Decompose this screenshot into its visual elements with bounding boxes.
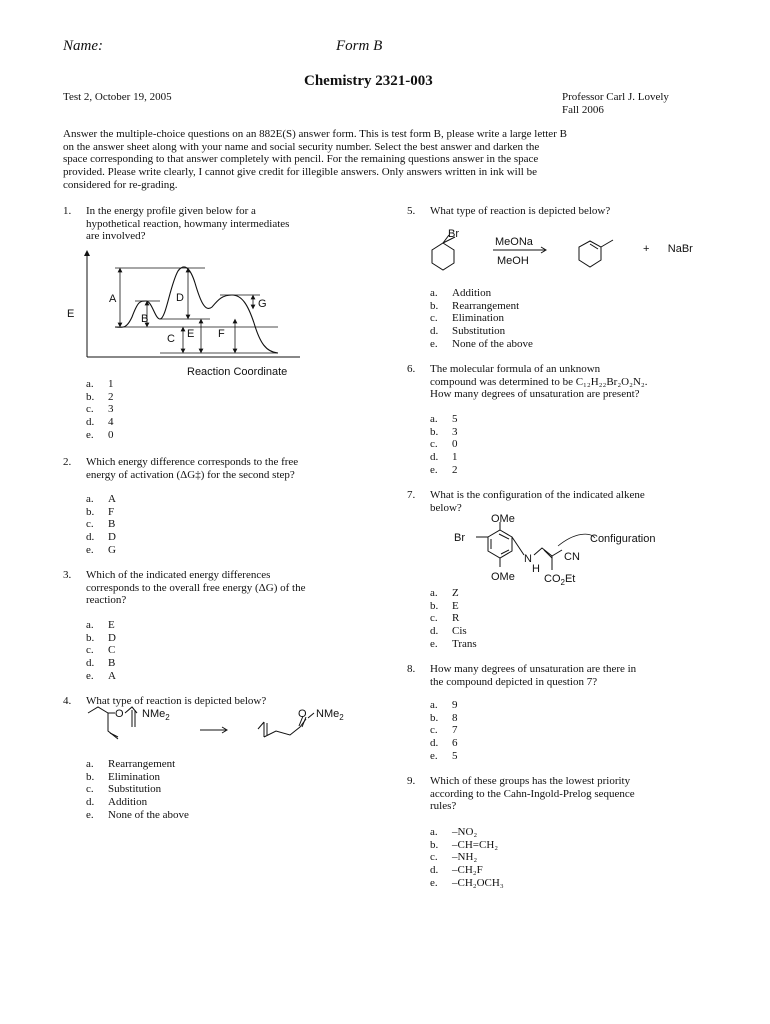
question-line: reaction? [86,594,127,607]
question-2-options [86,493,116,557]
question-line: below? [430,501,462,514]
reagent-meona: MeONa [495,236,533,248]
question-line: rules? [430,800,457,813]
nitrogen-label: N [524,553,532,565]
instruction-line: Answer the multiple-choice questions on an 882E(S) answer form. This is test form B, please write a large letter B [63,128,567,140]
option[interactable]: b. F [86,505,115,518]
nitrile-label: CN [564,551,580,563]
option[interactable]: a. –NO₂ [430,826,478,838]
form-label: Form B [336,38,383,54]
energy-profile-diagram [60,245,320,385]
question-4-options [86,758,189,822]
nme2-label: NMe$_2$ [316,708,344,722]
elimination-scheme [415,225,715,280]
axis-label-energy: E [67,308,75,320]
option[interactable]: c. C [86,644,116,657]
question-line: What is the configuration of the indicated alkene [430,489,645,501]
option[interactable]: d. B [86,657,116,670]
alkene-structure [440,510,680,590]
professor-name: Professor Carl J. Lovely [562,91,669,103]
option[interactable]: c. –NH₂ [430,851,478,864]
option[interactable]: c. Elimination [430,312,504,325]
option[interactable]: b. 3 [430,425,458,438]
question-1-options [86,378,114,442]
instructions [63,128,567,192]
option[interactable]: e. 5 [430,749,458,762]
course-title: Chemistry 2321-003 [304,73,433,89]
label-a: A [109,293,117,305]
label-d: D [176,292,184,304]
option[interactable]: c. 7 [430,724,458,737]
option[interactable]: e. A [86,669,116,682]
option[interactable]: d. Cis [430,625,467,638]
question-9-options [430,826,504,890]
question-3-options [86,619,116,683]
option[interactable]: a. E [86,619,115,631]
instruction-line: space corresponding to that answer completely with pencil. For the remaining questions answer in the space [63,153,539,166]
question-line: the compound depicted in question 7? [430,675,598,688]
option[interactable]: b. D [86,631,116,644]
option[interactable]: c. 3 [86,403,114,416]
question-number: 9. [407,775,416,787]
name-label: Name: [63,38,103,54]
option[interactable]: c. Substitution [86,783,162,796]
option[interactable]: a. 5 [430,413,458,425]
solvent-meoh: MeOH [497,255,529,267]
option[interactable]: c. 0 [430,438,458,451]
energy-curve [115,267,278,353]
question-line: What type of reaction is depicted below? [430,205,611,217]
question-number: 8. [407,663,416,675]
option[interactable]: a. A [86,493,116,505]
test-info: Test 2, October 19, 2005 [63,91,172,103]
nme2-label: NMe$_2$ [142,708,170,722]
instruction-line: provided. Please write clearly, I cannot give credit for illegible answers. Only answers written in ink will be [63,166,537,179]
hydrogen-label: H [532,563,540,575]
option[interactable]: d. Substitution [430,325,506,338]
option[interactable]: c. B [86,518,116,531]
question-line: energy of activation (ΔG‡) for the second step? [86,468,295,481]
option[interactable]: a. 1 [86,378,114,390]
oxygen-label: O [298,708,307,720]
methoxy-bottom-label: OMe [491,571,515,583]
option[interactable]: e. None of the above [430,337,533,350]
option[interactable]: b. Elimination [86,770,160,783]
option[interactable]: b. 8 [430,711,458,724]
option[interactable]: a. Rearrangement [86,758,176,770]
option[interactable]: b. 2 [86,390,114,403]
question-line: What type of reaction is depicted below? [86,695,267,707]
question-line: Which of these groups has the lowest priority [430,775,631,787]
option[interactable]: d. D [86,531,116,544]
option[interactable]: e. None of the above [86,808,189,821]
question-number: 5. [407,205,416,217]
instruction-line: considered for re-grading. [63,178,178,191]
question-number: 1. [63,205,72,217]
option[interactable]: e. 2 [430,463,458,476]
label-f: F [218,328,225,340]
question-line: according to the Cahn-Ingold-Prelog sequence [430,787,635,800]
option[interactable]: d. 6 [430,737,458,750]
label-c: C [167,333,175,345]
option[interactable]: d. 1 [430,451,458,464]
question-line: How many degrees of unsaturation are present? [430,388,640,401]
term: Fall 2006 [562,104,604,116]
option[interactable]: a. Z [430,587,459,599]
option[interactable]: b. Rearrangement [430,299,520,312]
instruction-line: on the answer sheet along with your name and social security number. Select the best answer and darken the [63,140,540,153]
question-7-options [430,587,477,651]
question-number: 4. [63,695,72,707]
option[interactable]: d. 4 [86,416,114,429]
option[interactable]: e. –CH₂OCH₃ [430,876,504,889]
bromine-label: Br [448,228,459,240]
question-5-options [430,287,533,351]
option[interactable]: b. –CH=CH₂ [430,838,499,851]
option[interactable]: e. Trans [430,637,477,650]
question-line: How many degrees of unsaturation are there in [430,663,637,675]
question-8-options [430,699,458,763]
question-number: 7. [407,489,416,501]
question-line: In the energy profile given below for a [86,205,256,217]
option[interactable]: d. Addition [86,796,148,809]
option[interactable]: e. G [86,543,116,556]
label-g: G [258,298,267,310]
byproduct-nabr: + NaBr [643,243,693,255]
label-e: E [187,328,195,340]
question-line: The molecular formula of an unknown [430,363,601,375]
oxygen-label: O [115,708,124,720]
question-number: 3. [63,569,72,581]
option[interactable]: e. 0 [86,428,114,441]
configuration-callout: Configuration [590,533,656,545]
option[interactable]: b. E [430,599,459,612]
question-line: corresponds to the overall free energy (ΔG) of the [86,581,306,594]
methoxy-top-label: OMe [491,513,515,525]
question-number: 2. [63,456,72,468]
label-b: B [141,313,149,325]
question-line: Which energy difference corresponds to the free [86,456,299,468]
option[interactable]: d. –CH₂F [430,864,483,877]
option[interactable]: c. R [430,612,460,625]
question-number: 6. [407,363,416,375]
bromine-label: Br [454,532,465,544]
question-line: Which of the indicated energy differences [86,569,271,581]
question-line: are involved? [86,230,146,243]
ester-label: $CO_2Et$ [544,573,576,587]
question-line: compound was determined to be C₁₂H₂₂Br₂O₂N₂. [430,375,648,388]
claisen-rearrangement-scheme [80,705,360,755]
option[interactable]: a. 9 [430,699,458,711]
axis-label-reaction-coordinate: Reaction Coordinate [187,366,288,378]
question-6-options [430,413,458,477]
question-line: hypothetical reaction, howmany intermediates [86,217,290,230]
option[interactable]: a. Addition [430,287,492,299]
